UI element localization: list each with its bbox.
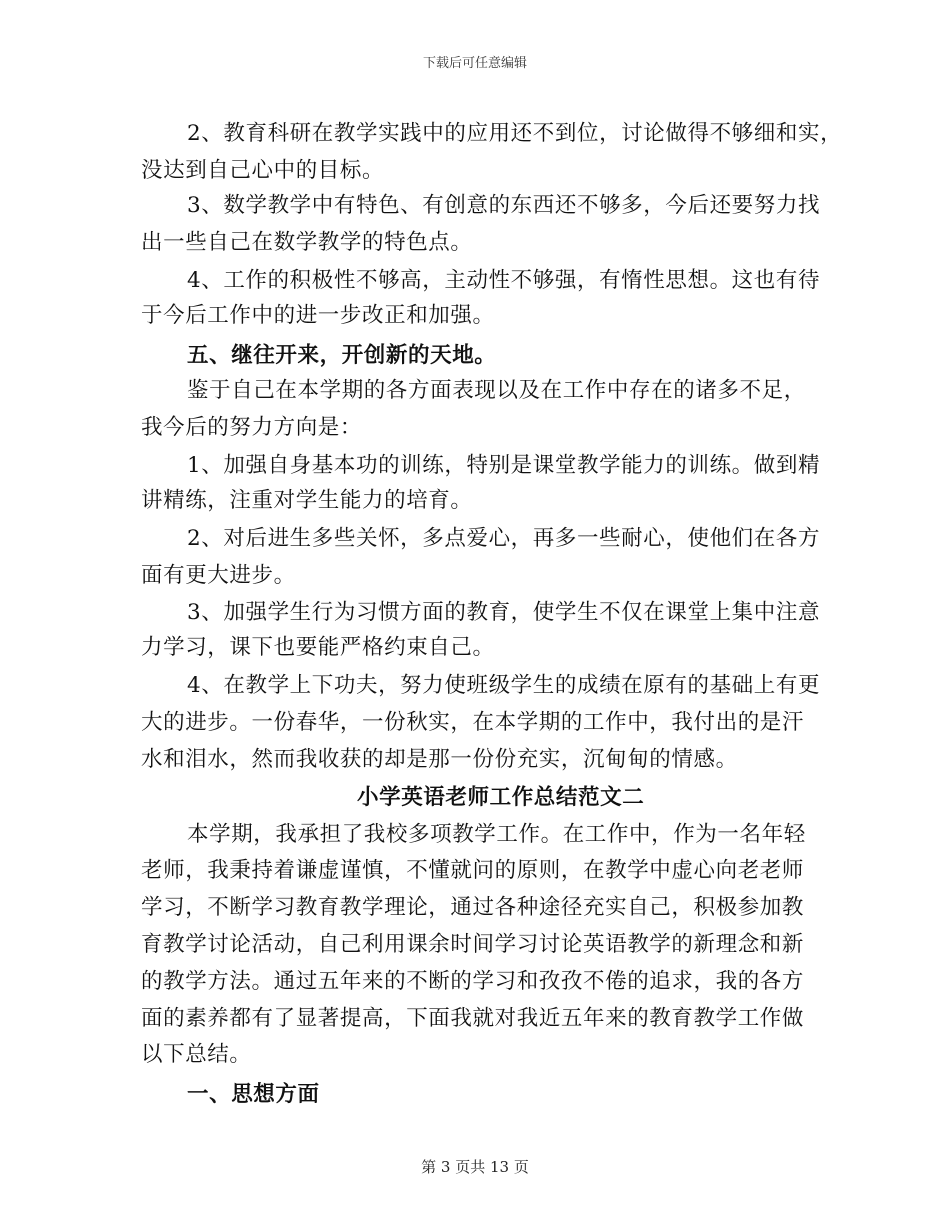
paragraph-line: 4、工作的积极性不够高，主动性不够强，有惰性思想。这也有待: [187, 268, 821, 293]
section-heading: 一、思想方面: [187, 1082, 320, 1107]
paragraph-line: 讲精练，注重对学生能力的培育。: [141, 488, 473, 513]
paragraph-line: 面有更大进步。: [141, 563, 296, 588]
paragraph-line: 4、在教学上下功夫，努力使班级学生的成绩在原有的基础上有更: [187, 673, 821, 698]
paragraph-line: 力学习，课下也要能严格约束自己。: [141, 635, 495, 660]
paragraph-line: 面的素养都有了显著提高，下面我就对我近五年来的教育教学工作做: [141, 1006, 805, 1031]
paragraph-line: 2、教育科研在教学实践中的应用还不到位，讨论做得不够细和实，: [187, 121, 843, 146]
document-title: 小学英语老师工作总结范文二: [357, 785, 645, 810]
paragraph-line: 的教学方法。通过五年来的不断的学习和孜孜不倦的追求，我的各方: [141, 969, 805, 994]
paragraph-line: 鉴于自己在本学期的各方面表现以及在工作中存在的诸多不足，: [187, 378, 806, 403]
paragraph-line: 出一些自己在数学教学的特色点。: [141, 230, 473, 255]
page-number: 第 3 页共 13 页: [421, 1158, 529, 1176]
paragraph-line: 于今后工作中的进一步改正和加强。: [141, 303, 495, 328]
paragraph-line: 我今后的努力方向是：: [141, 415, 363, 440]
paragraph-line: 3、加强学生行为习惯方面的教育，使学生不仅在课堂上集中注意: [187, 600, 821, 625]
paragraph-line: 本学期，我承担了我校多项教学工作。在工作中，作为一名年轻: [187, 822, 806, 847]
paragraph-line: 大的进步。一份春华，一份秋实，在本学期的工作中，我付出的是汗: [141, 710, 805, 735]
paragraph-line: 2、对后进生多些关怀，多点爱心，再多一些耐心，使他们在各方: [187, 526, 821, 551]
paragraph-line: 学习，不断学习教育教学理论，通过各种途径充实自己，积极参加教: [141, 895, 805, 920]
paragraph-line: 育教学讨论活动，自己利用课余时间学习讨论英语教学的新理念和新: [141, 932, 805, 957]
paragraph-line: 1、加强自身基本功的训练，特别是课堂教学能力的训练。做到精: [187, 453, 821, 478]
section-heading: 五、继往开来，开创新的天地。: [187, 343, 497, 368]
paragraph-line: 3、数学教学中有特色、有创意的东西还不够多，今后还要努力找: [187, 193, 821, 218]
page-header: 下载后可任意编辑: [422, 56, 527, 71]
paragraph-line: 以下总结。: [141, 1042, 252, 1067]
paragraph-line: 水和泪水，然而我收获的却是那一份份充实，沉甸甸的情感。: [141, 747, 738, 772]
paragraph-line: 没达到自己心中的目标。: [141, 158, 385, 183]
paragraph-line: 老师，我秉持着谦虚谨慎，不懂就问的原则，在教学中虚心向老老师: [141, 858, 805, 883]
